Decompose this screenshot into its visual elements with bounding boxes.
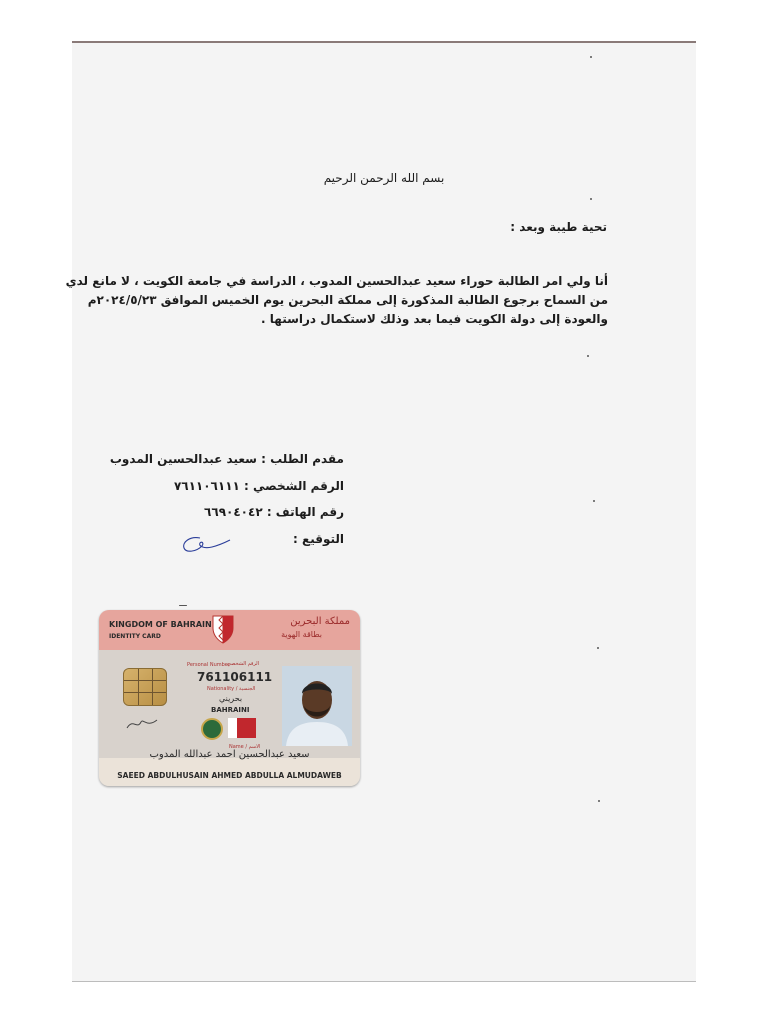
scan-speck: [597, 647, 599, 649]
letter-body: [65, 272, 608, 329]
holder-photo: [282, 666, 352, 746]
scan-speck: [593, 500, 595, 502]
nationality-en: BAHRAINI: [211, 706, 250, 714]
greeting-line: تحية طيبة وبعد :: [510, 220, 607, 234]
personal-number-label-en: Personal Number: [187, 662, 230, 668]
card-holder-name-en: SAEED ABDULHUSAIN AHMED ABDULLA ALMUDAWEB: [117, 771, 342, 780]
bahrain-flag-icon: [228, 718, 256, 738]
scan-speck: [590, 198, 592, 200]
basmala-heading: بسم الله الرحمن الرحيم: [323, 171, 445, 185]
bahrain-id-card: [99, 610, 360, 786]
card-personal-number: 761106111: [197, 670, 273, 684]
handwritten-signature: [180, 532, 232, 556]
scan-speck: [179, 605, 187, 606]
nationality-label: Nationality / الجنسية: [207, 686, 256, 692]
personal-number-label-ar: الرقم الشخصي: [227, 661, 260, 667]
card-kingdom-en: KINGDOM OF BAHRAIN: [109, 620, 212, 629]
phone-line: رقم الهاتف : ٦٦٩٠٤٠٤٢: [204, 505, 344, 519]
scan-speck: [587, 355, 589, 357]
scan-speck: [590, 56, 592, 58]
applicant-line: مقدم الطلب : سعيد عبدالحسين المدوب: [109, 452, 344, 466]
name-label: Name / الاسم: [229, 744, 261, 750]
card-type-ar: بطاقة الهوية: [281, 630, 322, 639]
signature-label: التوقيع :: [293, 532, 344, 546]
personal-number-line: الرقم الشخصي : ٧٦١١٠٦١١١: [173, 479, 344, 493]
scan-speck: [598, 800, 600, 802]
gcc-emblem-icon: [201, 718, 223, 740]
body-line: من السماح برجوع الطالبة المذكورة إلى مملكة البحرين يوم الخميس الموافق ٢٠٢٤/٥/٢٣م: [87, 293, 608, 307]
nationality-ar: بحريني: [219, 694, 243, 703]
body-line: أنا ولي امر الطالبة حوراء سعيد عبدالحسين المدوب ، الدراسة في جامعة الكويت ، لا مانع لدي: [65, 274, 608, 288]
card-type-en: IDENTITY CARD: [109, 633, 161, 640]
card-holder-name-ar: سعيد عبدالحسين احمد عبدالله المدوب: [149, 749, 310, 760]
body-line: والعودة إلى دولة الكويت فيما بعد وذلك لاستكمال دراستها .: [261, 312, 608, 326]
smart-chip-icon: [123, 668, 167, 706]
card-kingdom-ar: مملكة البحرين: [290, 616, 350, 627]
card-signature: [125, 714, 159, 732]
page-top-edge: [72, 41, 696, 43]
page-bottom-edge: [72, 981, 696, 982]
coat-of-arms-icon: [211, 614, 235, 644]
